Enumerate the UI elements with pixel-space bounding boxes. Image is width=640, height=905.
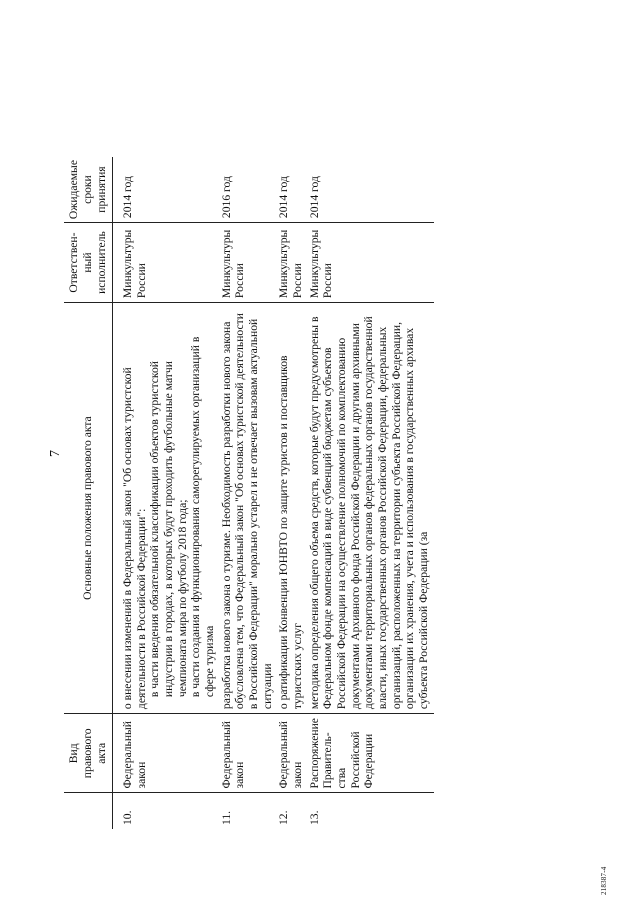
responsible-executor: Минкультуры России	[308, 223, 434, 303]
provision-points	[148, 307, 216, 709]
provision-point: в части введения обязательной классификации объектов туристской индустрии в городах, в которых будут проходить футбольные матчи чемпионата мира по футболу 2018 года;	[148, 361, 189, 698]
responsible-executor: Минкультуры России	[113, 223, 220, 303]
header-responsible: Ответствен-ный исполнитель	[64, 223, 113, 303]
provision-point: в части создания и функционирования саморегулируемых организаций в сфере туризма	[189, 336, 217, 698]
act-type: Федеральный закон	[277, 714, 307, 793]
legal-acts-table	[64, 157, 434, 829]
main-provisions-text: о внесении изменений в Федеральный закон "Об основах туристской деятельности в Российской Федерации":	[121, 367, 148, 710]
responsible-executor: Минкультуры России	[220, 223, 278, 303]
table-header-row	[64, 157, 113, 829]
row-number: 13.	[307, 810, 321, 825]
table-row	[277, 157, 307, 829]
expected-term: 2014 год	[277, 157, 307, 223]
expected-term: 2016 год	[220, 157, 278, 223]
header-act-type: Вид правового акта	[64, 714, 113, 793]
header-term: Ожидаемые сроки принятия	[64, 157, 113, 223]
row-number: 11.	[219, 810, 233, 825]
expected-term: 2014 год	[308, 157, 434, 223]
header-number	[64, 793, 113, 829]
header-main-provisions: Основные положения правового акта	[64, 303, 113, 714]
responsible-executor: Минкультуры России	[277, 223, 307, 303]
main-provisions: разработка нового закона о туризме. Необходимость разработки нового закона обусловлена тем, что Федеральный закон "Об основах туристской деятельности в Российской Федерации" морально устарел и не отвечает вызовам актуальной ситуации	[220, 303, 278, 714]
document-code: 218387-4	[600, 866, 608, 895]
table-row	[113, 157, 220, 829]
main-provisions: методика определения общего объема средств, которые будут предусмотрены в Федеральном фонде компенсаций в виде субвенций бюджетам субъектов Российской Федерации на осуществление полномочий по комплектованию документами Архивного фонда Российской Федерации и другими архивными документами территориальных органов федеральных органов государственной власти, иных государственных органов Российской Федерации, федеральных организаций, расположенных на территории субъекта Российской Федерации, организации их хранения, учета и использования в государственных архивах субъекта Российской Федерации (за	[308, 303, 434, 714]
act-type: Распоряжение Правитель-ства Российской Федерации	[308, 714, 434, 793]
row-number: 12.	[277, 810, 291, 825]
main-provisions	[113, 303, 220, 714]
main-provisions: о ратификации Конвенции ЮНВТО по защите туристов и поставщиков туристских услуг	[277, 303, 307, 714]
row-number: 10.	[121, 810, 134, 825]
page-number: 7	[48, 450, 63, 457]
expected-term: 2014 год	[113, 157, 220, 223]
act-type: Федеральный закон	[113, 714, 220, 793]
act-type: Федеральный закон	[220, 714, 278, 793]
table-row	[220, 157, 278, 829]
table-row	[308, 157, 434, 829]
